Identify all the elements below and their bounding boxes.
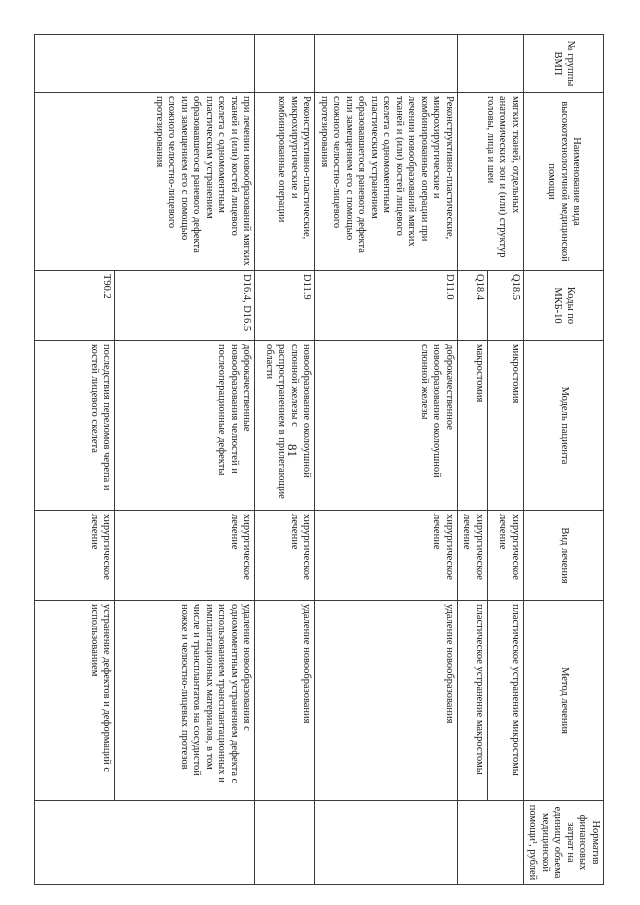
method-cell: пластическое устранение макростомы (458, 601, 488, 801)
header-type: Вид лечения (524, 511, 604, 601)
group-cell (255, 35, 315, 93)
method-cell: удаление новообразования (315, 601, 458, 801)
icd-cell: Q18.5 (488, 271, 524, 341)
header-group: № группы ВМП (524, 35, 604, 93)
icd-cell: Q18.4 (458, 271, 488, 341)
icd-cell: D16.4, D16.5 (115, 271, 255, 341)
rotated-table-container (56, 34, 604, 884)
icd-cell: T90.2 (35, 271, 115, 341)
group-cell (315, 35, 458, 93)
table-row (255, 35, 315, 885)
name-cell: Реконструктивно-пластические, микрохирургические и комбинированные операции при лечении новообразований мягких тканей и (или) костей лицевого скелета с одномоментным пластическим устранением образовавшегося раневого дефекта или замещением его с помощью сложного челюстно-лицевого протезирования (315, 93, 458, 271)
norm-cell (255, 801, 315, 885)
header-method: Метод лечения (524, 601, 604, 801)
name-cell: при лечении новообразований мягких тканей и (или) костей лицевого скелета с одномоментным пластическим устранением образовавшегося раневого дефекта или замещением его с помощью сложного челюстно-лицевого протезирования (35, 93, 255, 271)
header-icd: Коды по МКБ-10 (524, 271, 604, 341)
type-cell: хирургическое лечение (458, 511, 488, 601)
type-cell: хирургическое лечение (255, 511, 315, 601)
name-cell: Реконструктивно-пластические, микрохирургические и комбинированные операции (255, 93, 315, 271)
name-cell: мягких тканей, отдельных анатомических зон и (или) структур головы, лица и шеи (458, 93, 524, 271)
header-norm: Норматив финансовых затрат на единицу объема медицинской помощи¹, рублей (524, 801, 604, 885)
type-cell: хирургическое лечение (115, 511, 255, 601)
method-cell: удаление новообразования с одномоментным устранением дефекта с использованием трансплантационных и имплантационных материалов, в том числе и трансплантатов на сосудистой ножке и челюстно-лицевых протезов (115, 601, 255, 801)
model-cell: доброкачественные новообразования челюстей и послеоперационные дефекты (115, 341, 255, 511)
method-cell: пластическое устранение микростомы (488, 601, 524, 801)
icd-cell: D11.0 (315, 271, 458, 341)
table-row (315, 35, 458, 885)
header-row (524, 35, 604, 885)
type-cell: хирургическое лечение (315, 511, 458, 601)
norm-cell (35, 801, 255, 885)
header-model: Модель пациента (524, 341, 604, 511)
table-row (115, 35, 255, 885)
group-cell (458, 35, 524, 93)
model-cell: макростомия (458, 341, 488, 511)
model-cell: новообразование околоушной слюнной железы с распространением в прилегающие области (255, 341, 315, 511)
model-cell: микростомия (488, 341, 524, 511)
vmp-table (35, 34, 605, 885)
model-cell: последствия переломов черепа и костей лицевого скелета (35, 341, 115, 511)
type-cell: хирургическое лечение (488, 511, 524, 601)
method-cell: устранение дефектов и деформаций с использованием (35, 601, 115, 801)
method-cell: удаление новообразования (255, 601, 315, 801)
norm-cell (315, 801, 458, 885)
header-name: Наименование вида высокотехнологичной медицинской помощи (524, 93, 604, 271)
type-cell: хирургическое лечение (35, 511, 115, 601)
icd-cell: D11.9 (255, 271, 315, 341)
table-row (488, 35, 524, 885)
norm-cell (458, 801, 524, 885)
page-number: 81 (285, 444, 300, 457)
model-cell: доброкачественное новообразование околоушной слюнной железы (315, 341, 458, 511)
group-cell (35, 35, 255, 93)
